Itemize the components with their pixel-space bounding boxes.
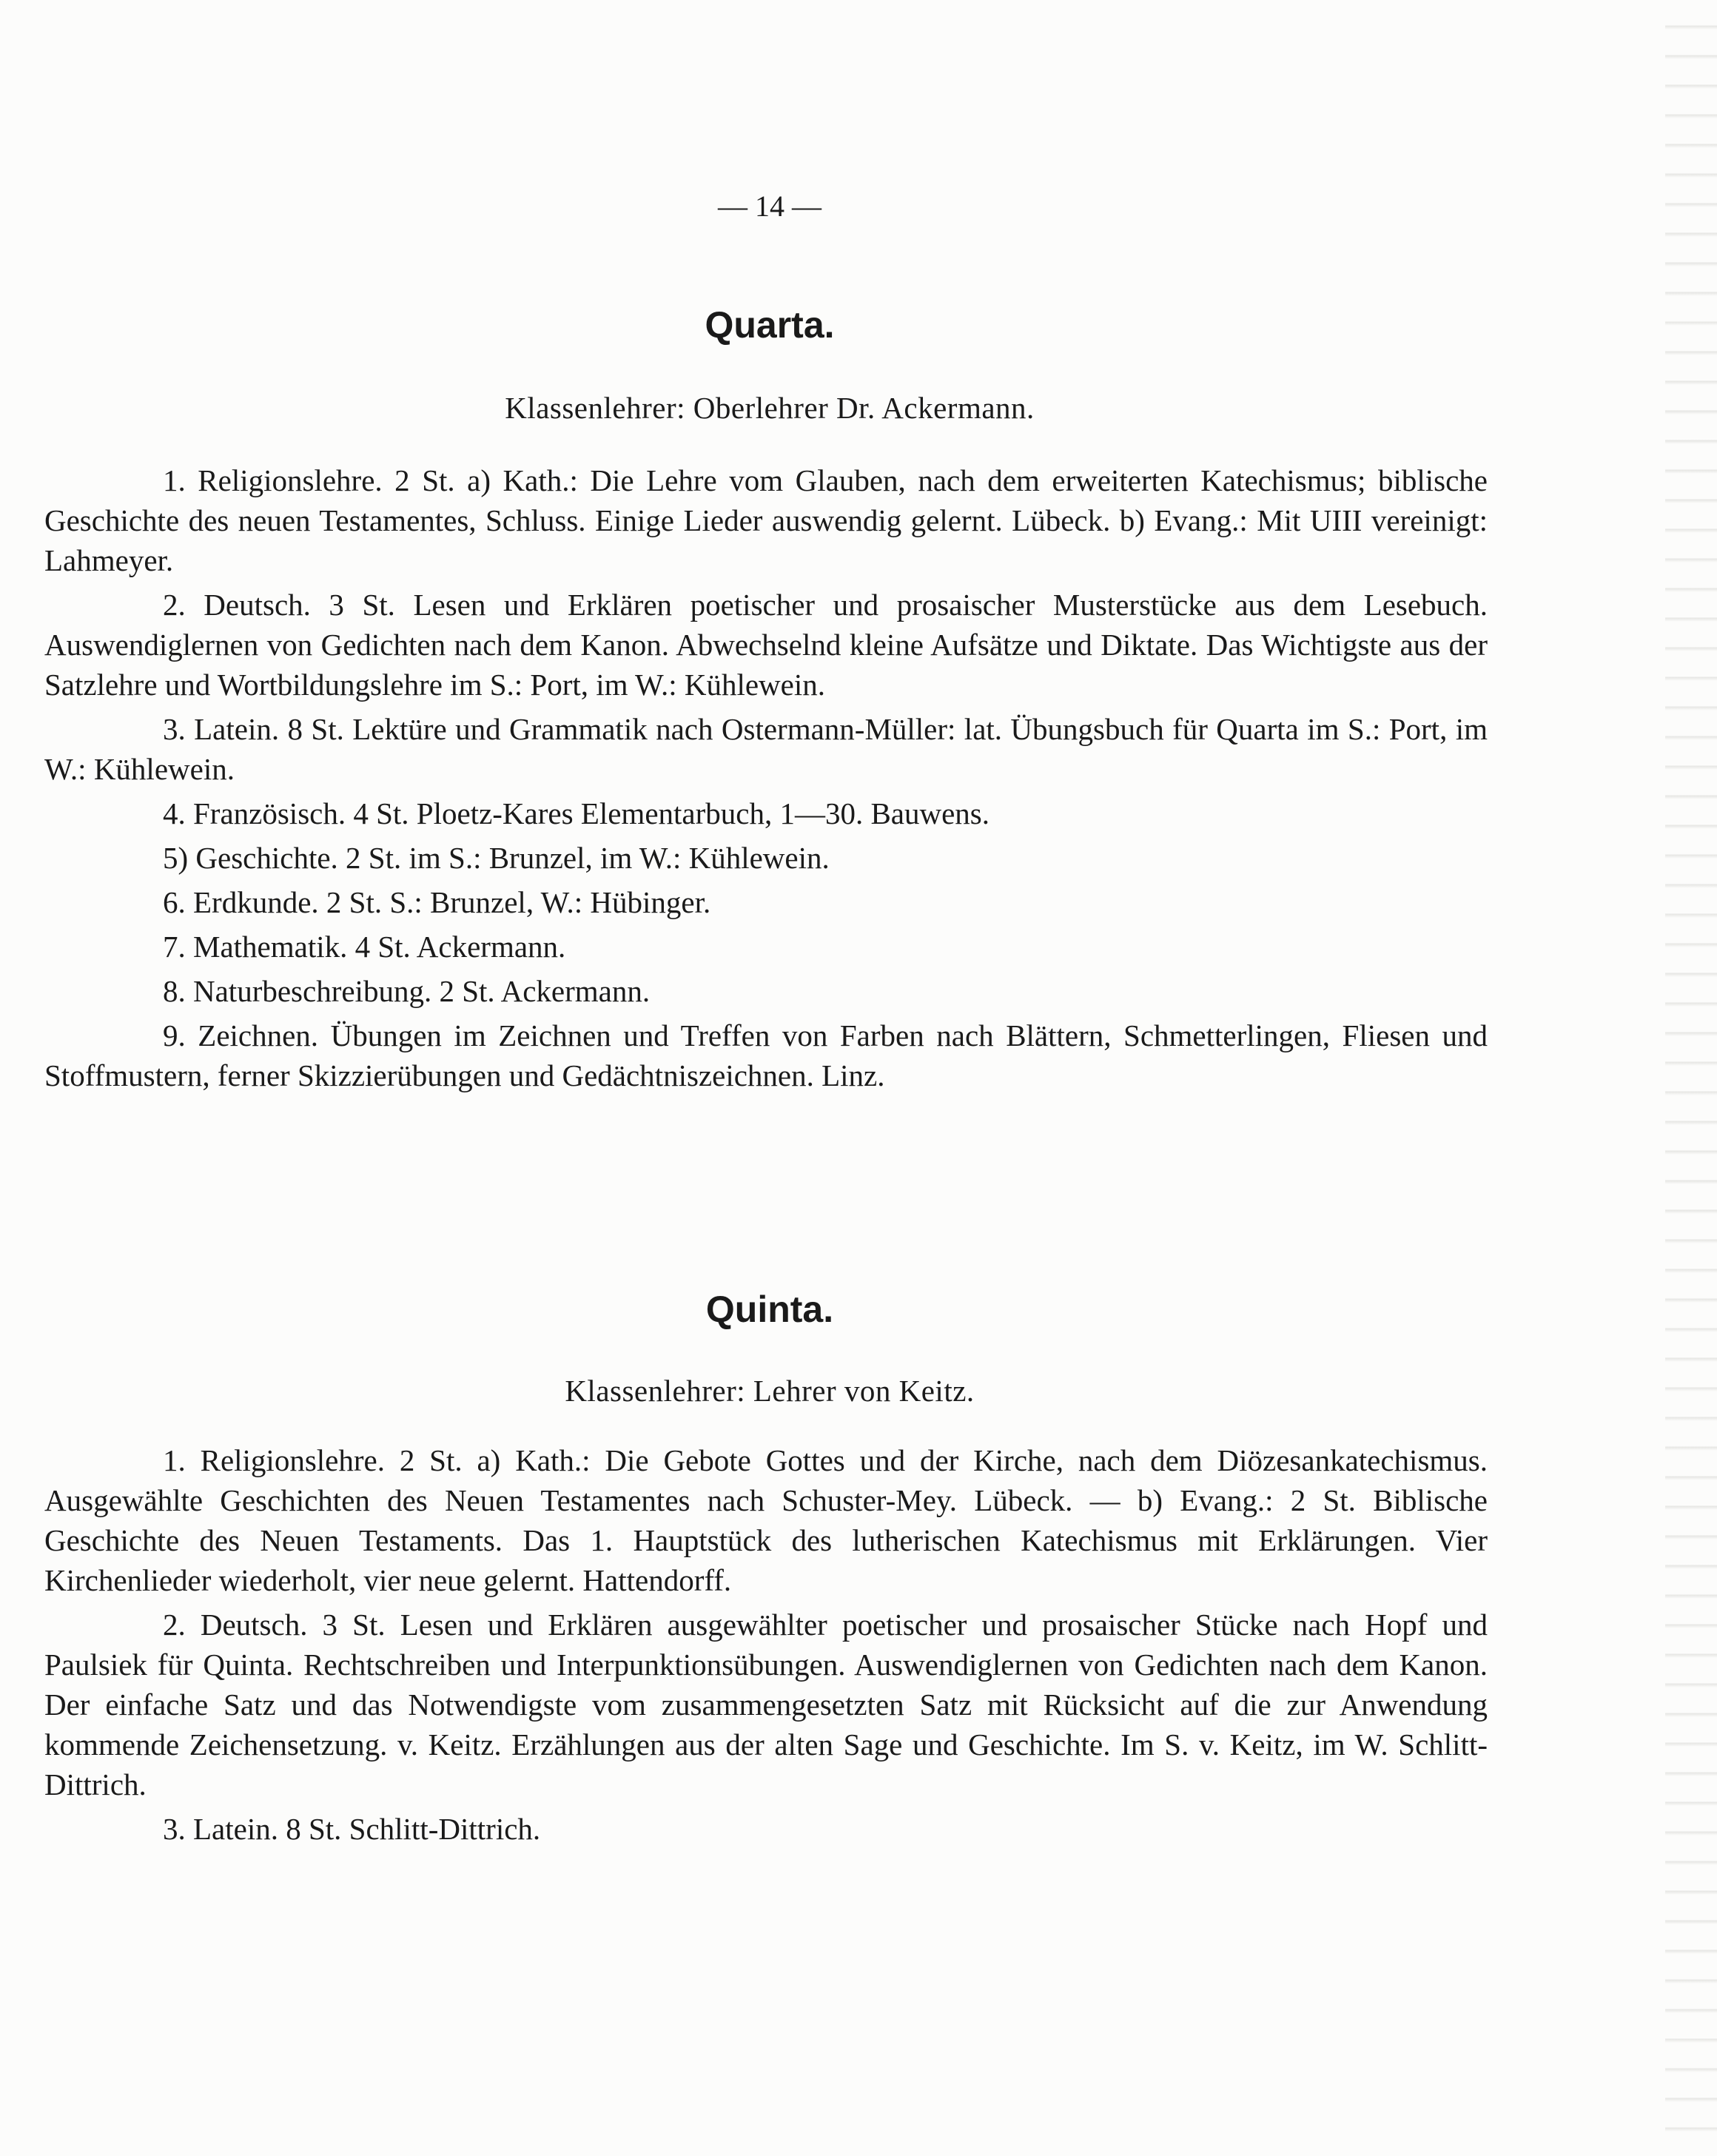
curriculum-list-quarta: [44, 460, 1488, 1100]
curriculum-item: 1. Religionslehre. 2 St. a) Kath.: Die Gebote Gottes und der Kirche, nach dem Diözesankatechismus. Ausgewählte Geschichten des Neuen Testamentes nach Schuster-Mey. Lübeck. — b) Evang.: 2 St. Biblische Geschichte des Neuen Testaments. Das 1. Hauptstück des lutherischen Katechismus mit Erklärungen. Vier Kirchenlieder wiederholt, vier neue gelernt. Hattendorff.: [44, 1443, 1488, 1597]
page-edge-texture: [1665, 0, 1717, 2156]
curriculum-item: 3. Latein. 8 St. Schlitt-Dittrich.: [163, 1812, 541, 1846]
curriculum-item: 5) Geschichte. 2 St. im S.: Brunzel, im W.: Kühlewein.: [163, 841, 830, 875]
curriculum-item: 4. Französisch. 4 St. Ploetz-Kares Elementarbuch, 1—30. Bauwens.: [163, 796, 990, 830]
curriculum-item: 9. Zeichnen. Übungen im Zeichnen und Treffen von Farben nach Blättern, Schmetterlingen, Fliesen und Stoffmustern, ferner Skizzierübungen und Gedächtniszeichnen. Linz.: [44, 1018, 1488, 1092]
curriculum-item: 6. Erdkunde. 2 St. S.: Brunzel, W.: Hübinger.: [163, 885, 711, 919]
curriculum-item: 2. Deutsch. 3 St. Lesen und Erklären ausgewählter poetischer und prosaischer Stücke nach Hopf und Paulsiek für Quinta. Rechtschreiben und Interpunktionsübungen. Auswendiglernen von Gedichten nach dem Kanon. Der einfache Satz und das Notwendigste vom zusammengesetzten Satz mit Rücksicht auf die zur Anwendung kommende Zeichensetzung. v. Keitz. Erzählungen aus der alten Sage und Geschichte. Im S. v. Keitz, im W. Schlitt-Dittrich.: [44, 1608, 1488, 1801]
curriculum-list-quinta: [44, 1440, 1488, 1853]
curriculum-item: 8. Naturbeschreibung. 2 St. Ackermann.: [163, 974, 651, 1008]
curriculum-item: 3. Latein. 8 St. Lektüre und Grammatik nach Ostermann-Müller: lat. Übungsbuch für Quarta im S.: Port, im W.: Kühlewein.: [44, 712, 1488, 786]
curriculum-item: 1. Religionslehre. 2 St. a) Kath.: Die Lehre vom Glauben, nach dem erweiterten Katechismus; biblische Geschichte des neuen Testamentes, Schluss. Einige Lieder auswendig gelernt. Lübeck. b) Evang.: Mit UIII vereinigt: Lahmeyer.: [44, 463, 1488, 577]
section-title-quarta: Quarta.: [705, 304, 835, 346]
class-teacher-quinta: Klassenlehrer: Lehrer von Keitz.: [565, 1374, 975, 1408]
class-teacher-quarta: Klassenlehrer: Oberlehrer Dr. Ackermann.: [505, 391, 1035, 425]
section-title-quinta: Quinta.: [705, 1289, 834, 1330]
curriculum-item: 2. Deutsch. 3 St. Lesen und Erklären poetischer und prosaischer Musterstücke aus dem Lesebuch. Auswendiglernen von Gedichten nach dem Kanon. Abwechselnd kleine Aufsätze und Diktate. Das Wichtigste aus der Satzlehre und Wortbildungslehre im S.: Port, im W.: Kühlewein.: [44, 588, 1488, 702]
page-number: — 14 —: [718, 189, 821, 223]
curriculum-item: 7. Mathematik. 4 St. Ackermann.: [163, 930, 566, 964]
